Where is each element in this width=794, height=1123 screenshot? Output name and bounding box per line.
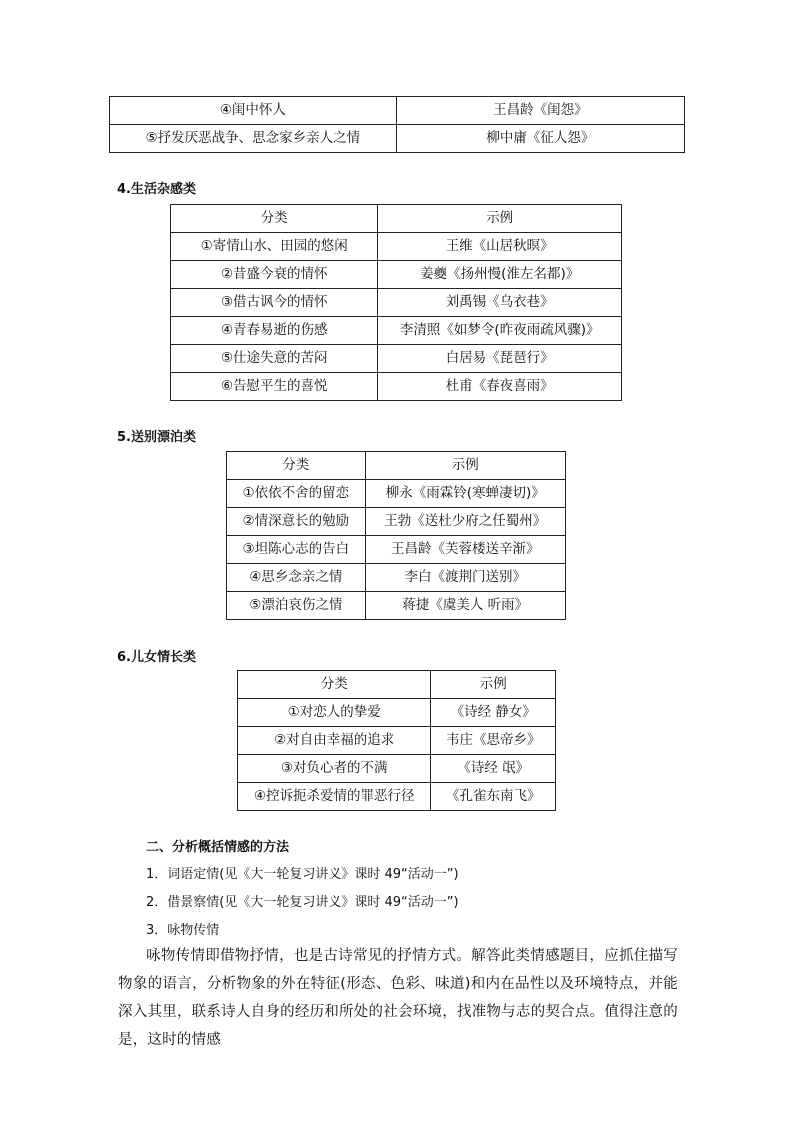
example-cell: 王维《山居秋暝》 xyxy=(378,233,622,261)
example-cell: 刘禹锡《乌衣巷》 xyxy=(378,289,622,317)
header-category: 分类 xyxy=(171,205,378,233)
category-cell: ②情深意长的勉励 xyxy=(227,508,366,536)
header-example: 示例 xyxy=(365,452,565,480)
methods-heading: 二、分析概括情感的方法 xyxy=(146,840,290,855)
table-row xyxy=(171,345,622,373)
table-header-row xyxy=(238,671,556,699)
example-cell: 《孔雀东南飞》 xyxy=(431,783,556,811)
category-cell: ②昔盛今衰的情怀 xyxy=(171,261,378,289)
category-cell: ④闺中怀人 xyxy=(110,97,397,125)
table-row xyxy=(227,592,566,620)
example-cell: 柳中庸《征人怨》 xyxy=(396,125,684,153)
category-cell: ⑤抒发厌恶战争、思念家乡亲人之情 xyxy=(110,125,397,153)
category-cell: ⑤漂泊哀伤之情 xyxy=(227,592,366,620)
table-top xyxy=(109,96,685,153)
example-cell: 姜夔《扬州慢(淮左名都)》 xyxy=(378,261,622,289)
table-header-row xyxy=(171,205,622,233)
table-section-5 xyxy=(226,451,566,620)
table-row xyxy=(171,233,622,261)
table-row xyxy=(227,536,566,564)
category-cell: ①对恋人的挚爱 xyxy=(238,699,431,727)
header-category: 分类 xyxy=(227,452,366,480)
category-cell: ④控诉扼杀爱情的罪恶行径 xyxy=(238,783,431,811)
paragraph-text: 咏物传情即借物抒情，也是古诗常见的抒情方式。解答此类情感题目，应抓住描写物象的语言，分析物象的外在特征(形态、色彩、味道)和内在品性以及环境特点，并能深入其里，联系诗人自身的经历和所处的社会环境，找准物与志的契合点。值得注意的是，这时的情感 xyxy=(118,948,678,1048)
category-cell: ③坦陈心志的告白 xyxy=(227,536,366,564)
section-4-title: 4.生活杂感类 xyxy=(117,182,196,197)
table-row xyxy=(171,373,622,401)
example-cell: 王勃《送杜少府之任蜀州》 xyxy=(365,508,565,536)
category-cell: ③借古讽今的情怀 xyxy=(171,289,378,317)
table-section-4 xyxy=(170,204,622,401)
example-cell: 柳永《雨霖铃(寒蝉凄切)》 xyxy=(365,480,565,508)
example-cell: 杜甫《春夜喜雨》 xyxy=(378,373,622,401)
table-row xyxy=(171,289,622,317)
header-category: 分类 xyxy=(238,671,431,699)
table-row xyxy=(227,564,566,592)
section-5-title: 5.送别漂泊类 xyxy=(117,430,196,445)
table-row xyxy=(171,261,622,289)
section-6-title: 6.儿女情长类 xyxy=(117,650,196,665)
method-item-1: 1．词语定情(见《大一轮复习讲义》课时 49“活动一”) xyxy=(146,867,459,882)
method-item-2: 2．借景察情(见《大一轮复习讲义》课时 49“活动一”) xyxy=(146,895,459,910)
table-row xyxy=(171,317,622,345)
table-section-6 xyxy=(237,670,556,811)
table-row xyxy=(110,125,685,153)
example-cell: 王昌龄《芙蓉楼送辛渐》 xyxy=(365,536,565,564)
table-row xyxy=(238,783,556,811)
table-row xyxy=(227,480,566,508)
table-row xyxy=(238,727,556,755)
header-example: 示例 xyxy=(431,671,556,699)
table-row xyxy=(238,755,556,783)
category-cell: ②对自由幸福的追求 xyxy=(238,727,431,755)
example-cell: 王昌龄《闺怨》 xyxy=(396,97,684,125)
category-cell: ①寄情山水、田园的悠闲 xyxy=(171,233,378,261)
example-cell: 韦庄《思帝乡》 xyxy=(431,727,556,755)
table-row xyxy=(110,97,685,125)
table-header-row xyxy=(227,452,566,480)
category-cell: ④青春易逝的伤感 xyxy=(171,317,378,345)
header-example: 示例 xyxy=(378,205,622,233)
example-cell: 李白《渡荆门送别》 xyxy=(365,564,565,592)
method-item-3: 3．咏物传情 xyxy=(146,923,220,938)
table-row xyxy=(227,508,566,536)
category-cell: ③对负心者的不满 xyxy=(238,755,431,783)
table-row xyxy=(238,699,556,727)
method-paragraph xyxy=(118,942,678,1054)
category-cell: ④思乡念亲之情 xyxy=(227,564,366,592)
example-cell: 白居易《琵琶行》 xyxy=(378,345,622,373)
example-cell: 蒋捷《虞美人 听雨》 xyxy=(365,592,565,620)
category-cell: ⑤仕途失意的苦闷 xyxy=(171,345,378,373)
example-cell: 《诗经 静女》 xyxy=(431,699,556,727)
example-cell: 《诗经 氓》 xyxy=(431,755,556,783)
category-cell: ⑥告慰平生的喜悦 xyxy=(171,373,378,401)
example-cell: 李清照《如梦令(昨夜雨疏风骤)》 xyxy=(378,317,622,345)
category-cell: ①依依不舍的留恋 xyxy=(227,480,366,508)
